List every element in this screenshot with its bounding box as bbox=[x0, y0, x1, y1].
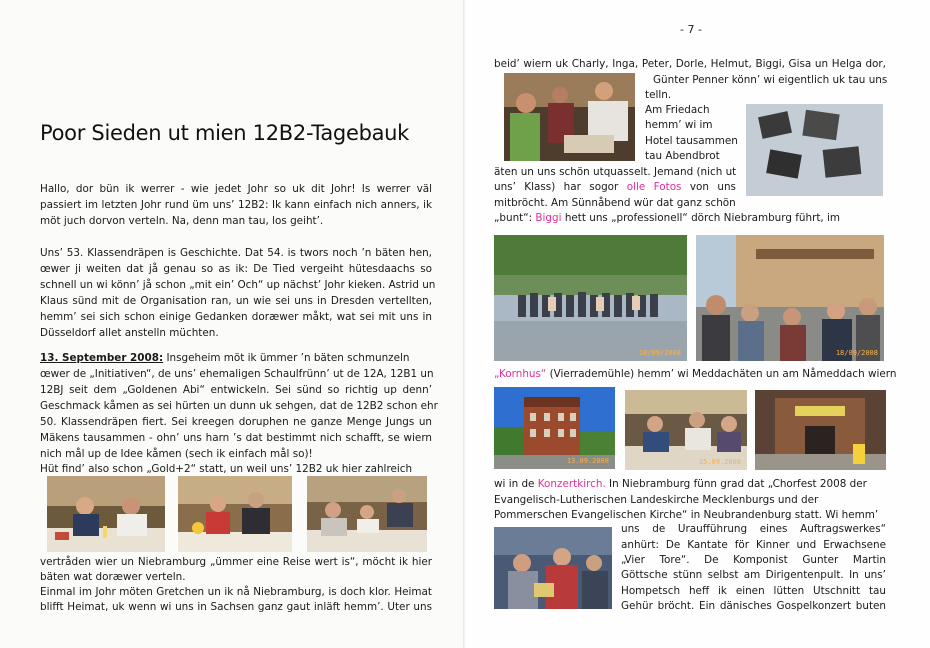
photo-street-group bbox=[696, 235, 884, 361]
mid-wide-2-b: von uns bbox=[681, 181, 736, 193]
photo-date-stamp: 18/09/2008 bbox=[638, 349, 681, 357]
para3-line-4: 50. Klassendräpen fiert. Sei kreegen doruphen ne ganze Menge Jungs un bbox=[40, 416, 432, 428]
photo-choir-audience bbox=[494, 527, 612, 609]
para3-line-5: Mäkens tausammen - ohn’ uns harn ’s dat bestimmt nich schafft, se wiern bbox=[40, 432, 432, 444]
biggi-name: Biggi bbox=[535, 212, 562, 224]
intro-line-2: passiert im letzten Johr rund üm uns’ 12B2: Ik kann einfach nich anners, ik bbox=[40, 199, 432, 211]
bunt-b: hett uns „professionell“ dörch Niebramburg führt, im bbox=[561, 212, 841, 224]
page-title: Poor Sieden ut mien 12B2-Tagebauk bbox=[40, 121, 410, 145]
mid-wide-2-a: uns’ Klass) har sogor bbox=[494, 181, 627, 193]
konzertkirch-name: Konzertkirch. bbox=[537, 478, 606, 490]
para3-line-0 bbox=[40, 351, 409, 367]
mid-wide-2 bbox=[494, 180, 736, 196]
para3-line-1: œwer de „Initiativen“, de uns’ ehemaligen Schaulfrünn’ ut de 12A, 12B1 un bbox=[40, 368, 434, 380]
para2-line-6: Düsseldorf allet anstelln müchten. bbox=[40, 327, 219, 339]
bunt-line bbox=[494, 211, 840, 227]
photo-old-photos-table bbox=[746, 104, 883, 196]
para2-line-3: schnell un wi könn’ jå schon „mit ein’ Och“ up nächst’ Johr kieken. Astrid un bbox=[40, 279, 436, 291]
bottom-line-3: „Vier Tore“. De Komponist Gunter Martin bbox=[621, 554, 886, 566]
right-top-line-3: telln. bbox=[645, 89, 672, 101]
mid-wide-3: mitbröcht. Am Sünnåbend wür dat ganz schön bbox=[494, 197, 736, 209]
bottom-line-1: uns de Uraufführung eines Auftragswerkes“ bbox=[621, 523, 886, 535]
intro-line-1: Hallo, dor bün ik werrer - wie jedet Johr so uk dit Johr! Is werrer väl bbox=[40, 183, 432, 195]
bunt-a: „bunt“: bbox=[494, 212, 536, 224]
bottom-line-5: Hompetsch heff ik einen lütten Utschnitt tau bbox=[621, 585, 886, 597]
para2-line-5: hemm’ sei sich schon einige Gedanken doræwer måkt, wat sei mit uns in bbox=[40, 311, 432, 323]
para2-line-1: Uns’ 53. Klassendräpen is Geschichte. Dat 54. is twors noch ’n bäten hen, bbox=[40, 247, 432, 259]
bottom-line-4: Göttsche stünn selbst am Dirigentenpult. In uns’ bbox=[621, 569, 886, 581]
kornhus-name: „Kornhus“ bbox=[494, 368, 547, 380]
kornhus-line bbox=[494, 367, 896, 383]
photo-entrance bbox=[755, 390, 886, 470]
right-top-line-1: beid’ wiern uk Charly, Inga, Peter, Dorle, Helmut, Biggi, Gisa un Helga dor, bbox=[494, 58, 886, 70]
para4-line-4: blifft Heimat, uk wenn wi uns in Sachsen ganz gaut inläft hemm’. Uter uns bbox=[40, 601, 432, 613]
para3-line-6: nich mål up de Idee kåmen (sech ik einfach mål so)! bbox=[40, 448, 313, 460]
konzert-line-2: Evangelisch-Lutherischen Landeskirche Mecklenburgs und der bbox=[494, 494, 819, 506]
para2-line-2: œwer ji weiten dat jå genau so as ik: De Tied vergeiht hütesdaachs so bbox=[40, 263, 432, 275]
photo-table-guests bbox=[307, 476, 427, 552]
konzert-a: wi in de bbox=[494, 478, 538, 490]
photo-group-square bbox=[494, 235, 687, 361]
konzert-line-3: Pommerschen Evangelischen Kirche“ in Neubrandenburg statt. Wi hemm’ bbox=[494, 509, 879, 521]
photo-restaurant bbox=[625, 390, 747, 470]
right-page bbox=[465, 0, 930, 648]
date-heading: 13. September 2008: bbox=[40, 352, 164, 364]
intro-line-3: möt juch dorvon verteln. Na, denn man tau, los geiht’. bbox=[40, 215, 324, 227]
konzert-b: In Niebramburg fünn grad dat „Chorfest 2008 der bbox=[605, 478, 867, 490]
para2-line-4: Klaus sünd mit de Organisation ran, un wie sei uns in Dresden vertellten, bbox=[40, 295, 432, 307]
para3-line-7: Hüt find’ also schon „Gold+2“ statt, un weil uns’ 12B2 uk hier zahlreich bbox=[40, 463, 413, 475]
para4-line-3: Einmal im Johr möten Gretchen un ik nå Niebramburg, is doch klor. Heimat bbox=[40, 586, 432, 598]
mid-narrow-3: Hotel tausammen bbox=[645, 135, 738, 147]
para4-line-1: vertråden wier un Niebramburg „ümmer eine Reise wert is“, möcht ik hier bbox=[40, 556, 432, 568]
para3-first: Insgeheim möt ik ümmer ’n bäten schmunzeln bbox=[163, 352, 410, 364]
photo-date-stamp: 15.09.2008 bbox=[698, 458, 741, 466]
photo-date-stamp: 18/09/2008 bbox=[835, 349, 878, 357]
photo-looking-at-pictures bbox=[504, 73, 635, 161]
photo-couple-dinner bbox=[47, 476, 165, 552]
para3-line-2: 12BJ seit dem „Goldenen Abi“ entwickeln. Sei sünd so richtig up denn’ bbox=[40, 384, 432, 396]
right-top-line-2: Günter Penner könn’ wi eigentlich uk tau uns bbox=[653, 74, 888, 86]
mid-narrow-2: hemm’ wi im bbox=[645, 119, 713, 131]
mid-narrow-4: tau Abendbrot bbox=[645, 150, 720, 162]
photo-date-stamp: 13.09.2008 bbox=[566, 457, 609, 465]
mid-narrow-1: Am Friedach bbox=[645, 104, 710, 116]
photo-two-guests bbox=[178, 476, 292, 552]
photo-castle bbox=[494, 387, 615, 469]
mid-wide-1: äten un uns schön utquasselt. Jemand (nich ut bbox=[494, 166, 737, 178]
bottom-line-6: Gehür bröcht. Ein dänisches Gospelkonzert buten bbox=[621, 600, 886, 612]
kornhus-rest: (Vierrademühle) hemm’ wi Meddachäten un am Nåmeddach wiern bbox=[546, 368, 897, 380]
konzert-line bbox=[494, 477, 867, 493]
page-number: - 7 - bbox=[680, 23, 702, 36]
para4-line-2: bäten wat doræwer verteln. bbox=[40, 571, 186, 583]
bottom-line-2: anhürt: De Kantate för Kinner und Erwachsene bbox=[621, 539, 886, 551]
para3-line-3: Geschmack kåmen as sei hürten un dunn uk sehgen, dat de 12B2 schon ehr bbox=[40, 400, 438, 412]
olle-fotos-link: olle Fotos bbox=[626, 181, 682, 193]
